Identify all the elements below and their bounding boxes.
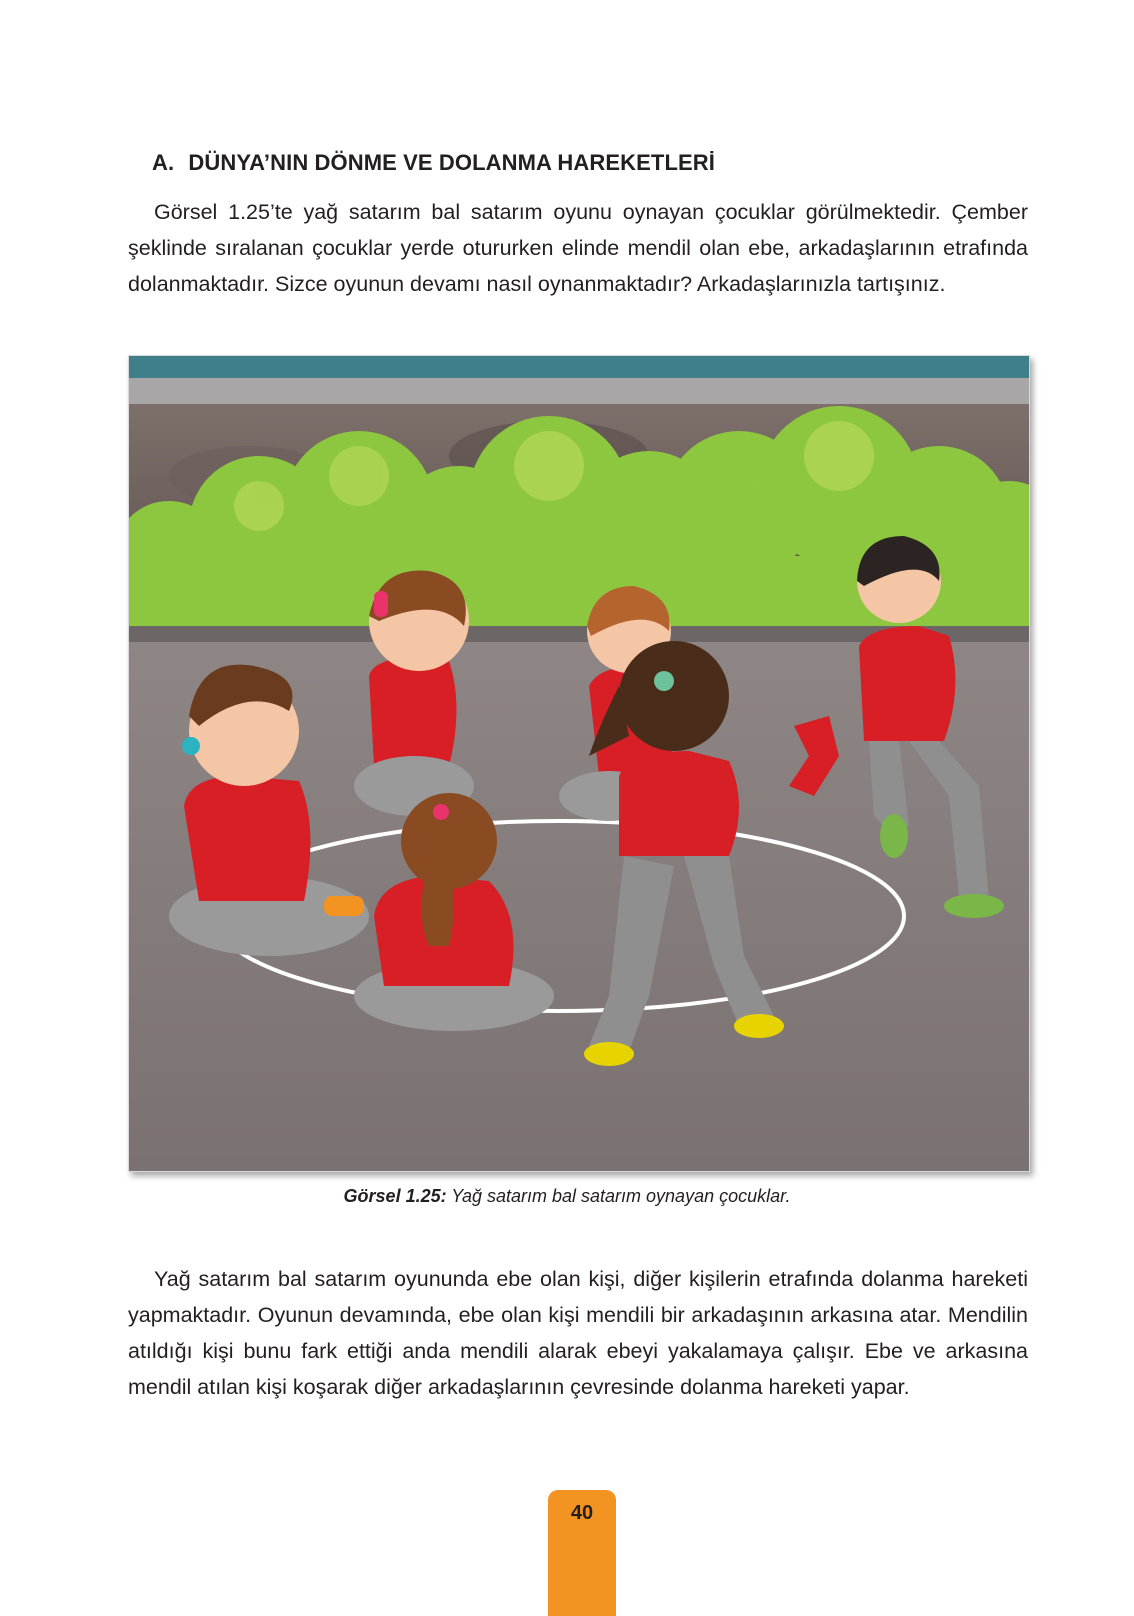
section-heading <box>152 150 715 176</box>
page-number: 40 <box>570 1502 594 1524</box>
intro-paragraph: Görsel 1.25’te yağ satarım bal satarım oyunu oynayan çocuklar görülmektedir. Çember şeklinde sıralanan çocuklar yerde otururken elinde mendil olan ebe, arkadaşlarının etrafında dolanmaktadır. Sizce oyunun devamı nasıl oynanmaktadır? Arkadaşlarınızla tartışınız. <box>128 200 1028 296</box>
children-playing-illustration <box>129 356 1029 1171</box>
illustration-figure <box>128 355 1030 1172</box>
body-paragraph: Yağ satarım bal satarım oyununda ebe olan kişi, diğer kişilerin etrafında dolanma hareketi yapmaktadır. Oyunun devamında, ebe olan kişi mendili bir arkadaşının arkasına atar. Mendilin atıldığı kişi bunu fark ettiği anda mendili alarak ebeyi yakalamaya çalışır. Ebe ve arkasına mendil atılan kişi koşarak diğer arkadaşlarının çevresinde dolanma hareketi yapar. <box>128 1267 1028 1399</box>
wall-cap <box>129 378 1029 404</box>
page-number-tab <box>548 1490 616 1616</box>
section-letter: A. <box>152 150 175 175</box>
figure-label: Görsel 1.25: <box>343 1186 447 1206</box>
section-title: DÜNYA’NIN DÖNME VE DOLANMA HAREKETLERİ <box>188 150 715 175</box>
figure-caption <box>0 1186 1134 1207</box>
top-strip <box>129 356 1029 378</box>
figure-caption-text: Yağ satarım bal satarım oynayan çocuklar. <box>451 1186 791 1206</box>
